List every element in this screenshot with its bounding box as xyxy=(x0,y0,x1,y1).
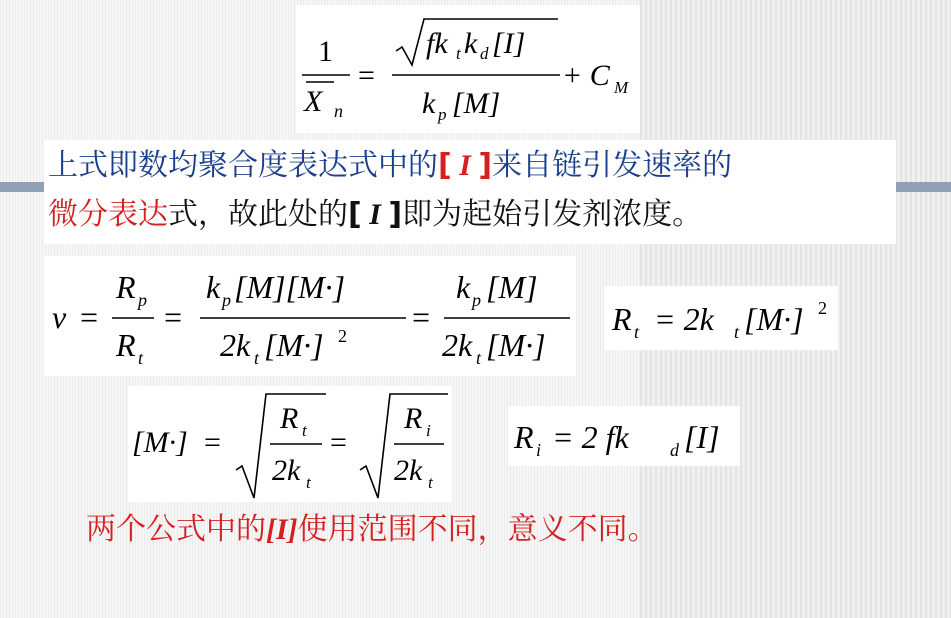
f1-lhs-num: 1 xyxy=(318,35,333,68)
f4-M: [M·] xyxy=(132,426,188,459)
conclusion-text: 两个公式中的 xyxy=(86,512,266,547)
f2-v: v xyxy=(52,299,67,335)
accent-bar-left xyxy=(0,182,48,192)
f2-den2-sq: 2 xyxy=(338,326,347,346)
f2-eq1: = xyxy=(80,299,99,335)
conclusion-I: [I] xyxy=(266,513,298,546)
formula-4-svg xyxy=(128,386,452,502)
f1-num-k: k xyxy=(464,27,478,60)
line1-bracket-close: ] xyxy=(478,148,493,183)
f2-den3-M: [M·] xyxy=(486,327,546,363)
formula-degree-of-polymerization xyxy=(296,5,640,133)
f5-R: R xyxy=(514,419,534,455)
f2-num3-M: [M] xyxy=(486,269,538,305)
f2-num2-MM: [M][M·] xyxy=(234,269,346,305)
line1-I: I xyxy=(451,149,479,182)
f3-R: R xyxy=(612,301,632,337)
formula-kinetic-chain-length xyxy=(44,256,576,376)
line2-bracket-close: ] xyxy=(388,197,403,232)
f1-num-I: [I] xyxy=(492,27,526,60)
f3-sq: 2 xyxy=(818,298,827,318)
f1-lhs-den: X xyxy=(304,85,323,118)
conclusion-line xyxy=(86,511,658,549)
formula-radical-concentration xyxy=(128,386,452,502)
line2-I: I xyxy=(361,198,389,231)
explanation-line-2 xyxy=(48,196,702,234)
f1-plus-C: + C xyxy=(562,59,610,92)
f2-den3-t: t xyxy=(476,348,482,368)
f4-2k2: 2k xyxy=(394,454,423,487)
f4-R1: R xyxy=(280,402,299,435)
f3-eq: = 2k xyxy=(654,301,714,337)
f2-den3-2k: 2k xyxy=(442,327,473,363)
f2-num2-p: p xyxy=(222,290,231,310)
f4-2k1: 2k xyxy=(272,454,301,487)
f3-t2: t xyxy=(734,322,740,342)
f5-eq: = 2 fk xyxy=(552,419,629,455)
formula-1-svg xyxy=(296,5,640,133)
line1-text: 上式即数均聚合度表达式中的 xyxy=(48,148,438,183)
f3-t: t xyxy=(634,322,640,342)
f1-lhs-sub: n xyxy=(334,101,343,121)
f1-eq: = xyxy=(358,59,375,92)
formula-2-svg xyxy=(44,256,576,376)
f1-den-M: [M] xyxy=(452,87,501,120)
f4-t1: t xyxy=(302,421,307,440)
line1-text-end: 来自链引发速率的 xyxy=(492,148,733,183)
f2-den2-t: t xyxy=(254,348,260,368)
f2-Rp-R: R xyxy=(116,269,136,305)
f1-den-p: p xyxy=(438,105,447,124)
f1-num-fk: fk xyxy=(426,27,448,60)
svg-text:k: k xyxy=(456,269,471,305)
line2-text-end: 即为起始引发剂浓度。 xyxy=(402,197,703,232)
svg-text:k: k xyxy=(206,269,221,305)
f2-Rp-p: p xyxy=(138,290,147,310)
f4-eq2: = xyxy=(330,426,347,459)
line1-bracket-open: [ xyxy=(438,148,452,183)
f1-num-t: t xyxy=(456,44,461,63)
line2-red-text: 微分表达 xyxy=(48,197,168,232)
f2-den2-2k: 2k xyxy=(220,327,251,363)
formula-termination-rate xyxy=(604,286,838,350)
f4-R2: R xyxy=(404,402,423,435)
line2-text: 式，故此处的 xyxy=(168,197,348,232)
f1-num-d: d xyxy=(480,44,489,63)
explanation-line-1 xyxy=(48,147,732,185)
f1-C-sub: M xyxy=(614,78,629,97)
f5-d: d xyxy=(670,440,679,460)
formula-3-svg xyxy=(604,286,838,350)
f2-num3-p: p xyxy=(472,290,481,310)
f5-I: [I] xyxy=(684,419,720,455)
f2-den2-M: [M·] xyxy=(264,327,324,363)
formula-initiation-rate xyxy=(508,406,740,466)
f5-i: i xyxy=(536,440,542,460)
conclusion-text-end: 使用范围不同，意义不同。 xyxy=(297,512,658,547)
f4-t2: t xyxy=(428,473,433,492)
accent-bar-right xyxy=(889,182,951,192)
f2-eq2: = xyxy=(164,299,183,335)
line2-bracket-open: [ xyxy=(348,197,362,232)
f4-i2: i xyxy=(426,421,431,440)
f1-den-k: k xyxy=(422,87,436,120)
f3-M: [M·] xyxy=(744,301,804,337)
f4-t1b: t xyxy=(306,473,311,492)
formula-5-svg xyxy=(508,406,740,466)
f2-Rt-R: R xyxy=(116,327,136,363)
f2-Rt-t: t xyxy=(138,348,144,368)
f4-eq1: = xyxy=(204,426,221,459)
f2-eq3: = xyxy=(412,299,431,335)
